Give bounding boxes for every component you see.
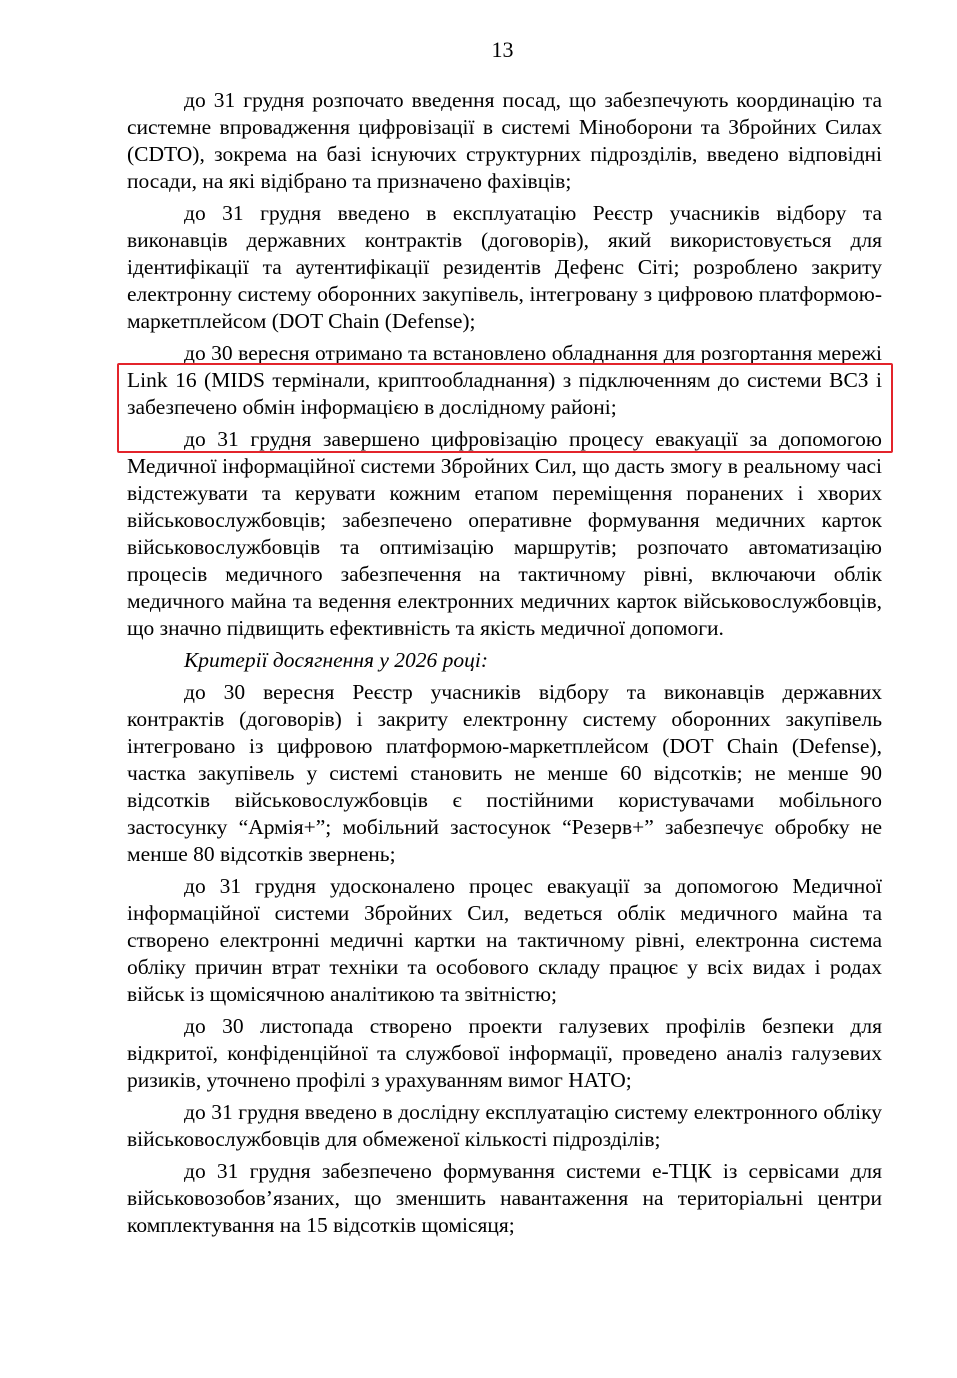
- paragraph-link16-network: до 30 вересня отримано та встановлено обладнання для розгортання мережі Link 16 (MIDS термінали, криптообладнання) з підключенням до системи ВСЗ і забезпечено обмін інформацією в дослідному районі;: [127, 341, 882, 419]
- page-number: 13: [491, 37, 514, 62]
- paragraph-medical-evacuation-2025: до 31 грудня завершено цифровізацію процесу евакуації за допомогою Медичної інформаційної системи Збройних Сил, що дасть змогу в реальному часі відстежувати та керувати кожним етапом переміщення поранених і хворих військовослужбовців; забезпечено оперативне формування медичних карток військовослужбовців та оптимізацію маршрутів; розпочато автоматизацію процесів медичного забезпечення на тактичному рівні, включаючи облік медичного майна та ведення електронних медичних карток військовослужбовців, що значно підвищить ефективність та якість медичної допомоги.: [127, 427, 882, 640]
- paragraph-contractors-registry: до 31 грудня введено в експлуатацію Реєстр учасників відбору та виконавців державних контрактів (договорів), який використовується для ідентифікації та аутентифікації резидентів Дефенс Сіті; розроблено закриту електронну систему оборонних закупівель, інтегровану з цифровою платформою-маркетплейсом (DOT Chain (Defense);: [127, 201, 882, 333]
- paragraph-security-profiles: до 30 листопада створено проекти галузевих профілів безпеки для відкритої, конфіденційної та службової інформації, проведено аналіз галузевих ризиків, уточнено профілі з урахуванням вимог НАТО;: [127, 1014, 882, 1092]
- paragraph-medical-evacuation-2026: до 31 грудня удосконалено процес евакуації за допомогою Медичної інформаційної системи Збройних Сил, ведеться облік медичного майна та створено електронні медичні картки на тактичному рівні, електронна система обліку причин втрат техніки та особового складу працює у всіх видах і родах військ із щомісячною аналітикою та звітністю;: [127, 874, 882, 1006]
- criteria-2026-heading: Критерії досягнення у 2026 році:: [184, 648, 489, 672]
- paragraph-procurement-integration: до 30 вересня Реєстр учасників відбору та виконавців державних контрактів (договорів) і закриту електронну систему оборонних закупівель інтегровано із цифровою платформою-маркетплейсом (DOT Chain (Defense), частка закупівель у системі становить не менше 60 відсотків; не менше 90 відсотків військовослужбовців є постійними користувачами мобільного застосунку “Армія+”; мобільний застосунок “Резерв+” забезпечує обробку не менше 80 відсотків звернень;: [127, 680, 882, 866]
- paragraph-e-tck: до 31 грудня забезпечено формування системи е-ТЦК із сервісами для військовозобов’язаних, що зменшить навантаження на територіальні центри комплектування на 15 відсотків щомісяця;: [127, 1159, 882, 1237]
- document-body: [127, 87, 882, 1244]
- paragraph-personnel-records: до 31 грудня введено в дослідну експлуатацію систему електронного обліку військовослужбовців для обмеженої кількості підрозділів;: [127, 1100, 882, 1151]
- paragraph-cdto-positions: до 31 грудня розпочато введення посад, що забезпечують координацію та системне впровадження цифровізації в системі Міноборони та Збройних Силах (CDTO), зокрема на базі існуючих структурних підрозділів, введено відповідні посади, на які відібрано та призначено фахівців;: [127, 88, 882, 193]
